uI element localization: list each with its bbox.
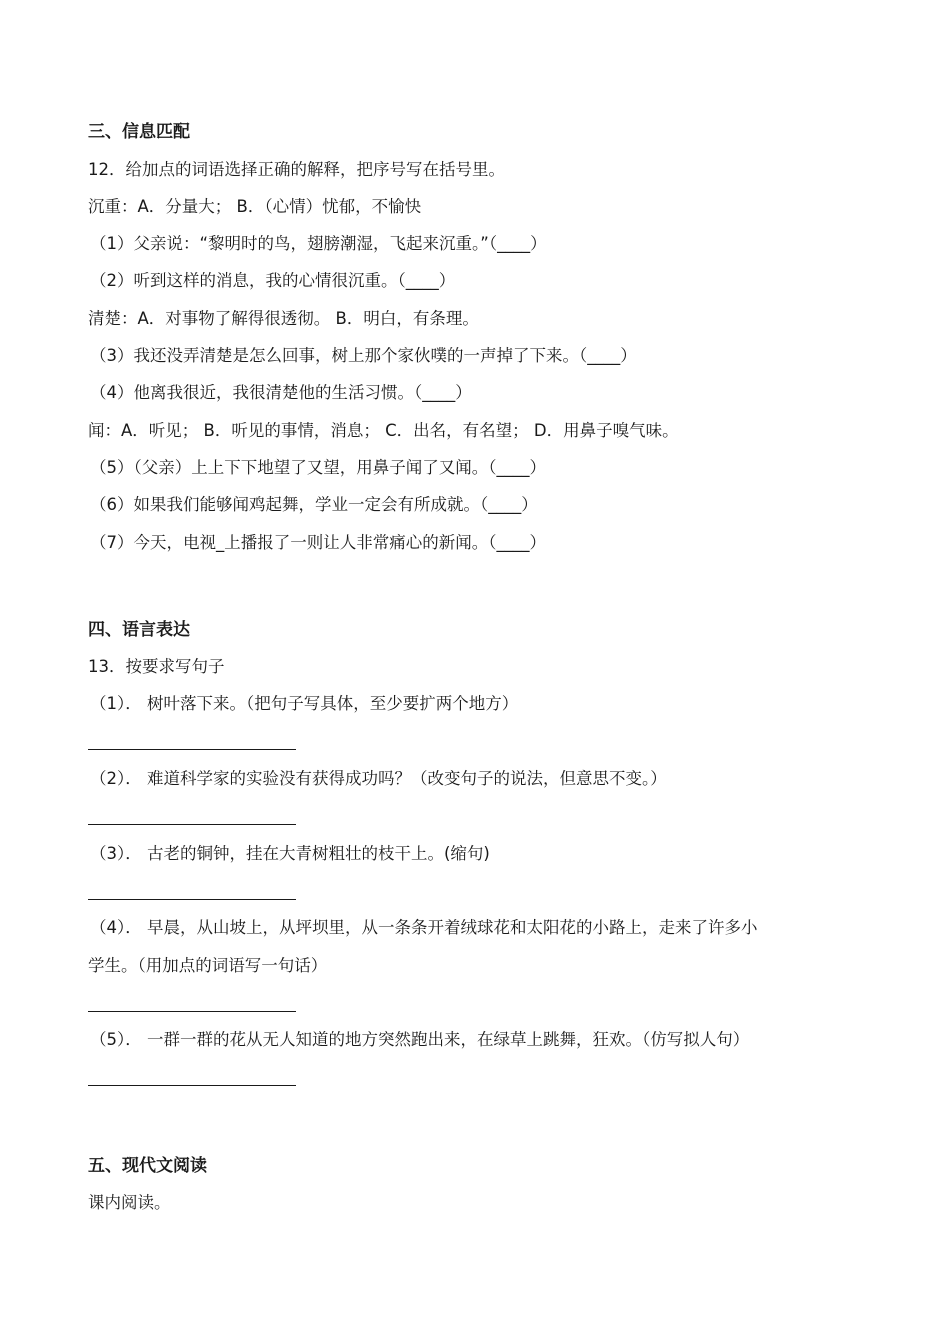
question-13-item-1: （1）． 树叶落下来。（把句子写具体，至少要扩两个地方） <box>90 694 519 713</box>
question-12-item-1: （1）父亲说：“黎明时的鸟，翅膀潮湿，飞起来沉重。”（____） <box>90 234 547 253</box>
question-13-item-3: （3）． 古老的铜钟，挂在大青树粗壮的枝干上。(缩句) <box>90 844 490 863</box>
answer-blank-2[interactable] <box>88 824 296 825</box>
answer-blank-1[interactable] <box>88 749 296 750</box>
question-12-item-4: （4）他离我很近，我很清楚他的生活习惯。（____） <box>90 383 472 402</box>
question-13-item-2: （2）． 难道科学家的实验没有获得成功吗？（改变句子的说法，但意思不变。） <box>90 769 667 788</box>
reading-intro: 课内阅读。 <box>88 1193 171 1212</box>
question-13-item-4-line-2: 学生。（用加点的词语写一句话） <box>88 956 328 975</box>
section-heading-modern-reading: 五、现代文阅读 <box>88 1156 207 1176</box>
answer-blank-4[interactable] <box>88 1011 296 1012</box>
question-13-item-5: （5）． 一群一群的花从无人知道的地方突然跑出来，在绿草上跳舞，狂欢。（仿写拟人句） <box>90 1030 750 1049</box>
question-12-item-5: （5）（父亲）上上下下地望了又望，用鼻子闻了又闻。（____） <box>90 458 546 477</box>
question-12-item-6: （6）如果我们能够闻鸡起舞，学业一定会有所成就。（____） <box>90 495 538 514</box>
answer-blank-3[interactable] <box>88 899 296 900</box>
section-heading-language-expression: 四、语言表达 <box>88 620 190 640</box>
definition-chenzhong: 沉重：A．分量大； B．（心情）忧郁，不愉快 <box>88 197 422 216</box>
question-12-item-7: （7）今天，电视_上播报了一则让人非常痛心的新闻。（____） <box>90 533 546 552</box>
question-13-prompt: 13．按要求写句子 <box>88 657 225 676</box>
question-13-item-4-line-1: （4）． 早晨，从山坡上，从坪坝里，从一条条开着绒球花和太阳花的小路上，走来了许多小 <box>90 918 758 937</box>
question-12-item-3: （3）我还没弄清楚是怎么回事，树上那个家伙噗的一声掉了下来。（____） <box>90 346 637 365</box>
answer-blank-5[interactable] <box>88 1085 296 1086</box>
section-heading-information-matching: 三、信息匹配 <box>88 122 190 142</box>
definition-wen: 闻：A．听见； B．听见的事情，消息； C．出名，有名望； D．用鼻子嗅气味。 <box>88 421 679 440</box>
question-12-prompt: 12．给加点的词语选择正确的解释，把序号写在括号里。 <box>88 160 505 179</box>
definition-qingchu: 清楚：A．对事物了解得很透彻。 B．明白，有条理。 <box>88 309 479 328</box>
question-12-item-2: （2）听到这样的消息，我的心情很沉重。（____） <box>90 271 456 290</box>
